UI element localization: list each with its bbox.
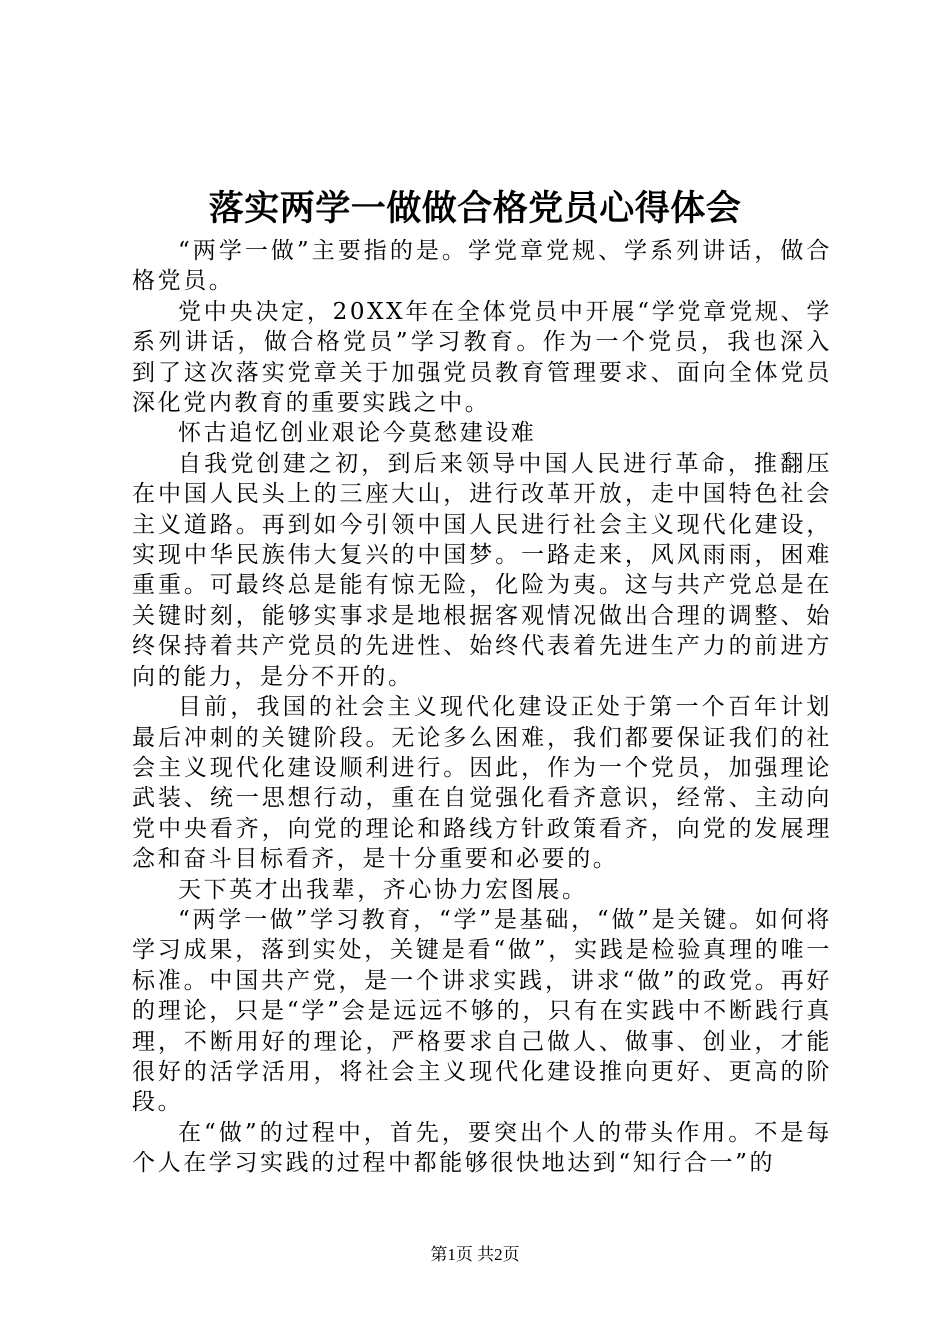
paragraph: “两学一做”学习教育，“学”是基础，“做”是关键。如何将学习成果，落到实处，关键是看“做”，实践是检验真理的唯一标准。中国共产党，是一个讲求实践，讲求“做”的政党。再好的理论，只是“学”会是远远不够的，只有在实践中不断践行真理，不断用好的理论，严格要求自己做人、做事、创业，才能很好的活学活用，将社会主义现代化建设推向更好、更高的阶段。 xyxy=(132,906,832,1116)
document-body xyxy=(132,236,832,1179)
paragraph: 自我党创建之初，到后来领导中国人民进行革命，推翻压在中国人民头上的三座大山，进行改革开放，走中国特色社会主义道路。再到如今引领中国人民进行社会主义现代化建设，实现中华民族伟大复兴的中国梦。一路走来，风风雨雨，困难重重。可最终总是能有惊无险，化险为夷。这与共产党总是在关键时刻，能够实事求是地根据客观情况做出合理的调整、始终保持着共产党员的先进性、始终代表着先进生产力的前进方向的能力，是分不开的。 xyxy=(132,450,832,690)
paragraph: 党中央决定，20XX年在全体党员中开展“学党章党规、学系列讲话，做合格党员”学习教育。作为一个党员，我也深入到了这次落实党章关于加强党员教育管理要求、面向全体党员深化党内教育的重要实践之中。 xyxy=(132,298,832,417)
paragraph: “两学一做”主要指的是。学党章党规、学系列讲话，做合格党员。 xyxy=(132,238,832,295)
section-heading: 怀古追忆创业艰论今莫愁建设难 xyxy=(178,420,537,447)
paragraph: 在“做”的过程中，首先，要突出个人的带头作用。不是每个人在学习实践的过程中都能够很快地达到“知行合一”的 xyxy=(132,1119,832,1177)
document-title: 落实两学一做做合格党员心得体会 xyxy=(208,188,742,229)
paragraph: 目前，我国的社会主义现代化建设正处于第一个百年计划最后冲刺的关键阶段。无论多么困难，我们都要保证我们的社会主义现代化建设顺利进行。因此，作为一个党员，加强理论武装、统一思想行动，重在自觉强化看齐意识，经常、主动向党中央看齐，向党的理论和路线方针政策看齐，向党的发展理念和奋斗目标看齐，是十分重要和必要的。 xyxy=(132,694,832,873)
page-number: 第1页 共2页 xyxy=(430,1245,520,1264)
section-heading: 天下英才出我辈，齐心协力宏图展。 xyxy=(178,876,588,903)
